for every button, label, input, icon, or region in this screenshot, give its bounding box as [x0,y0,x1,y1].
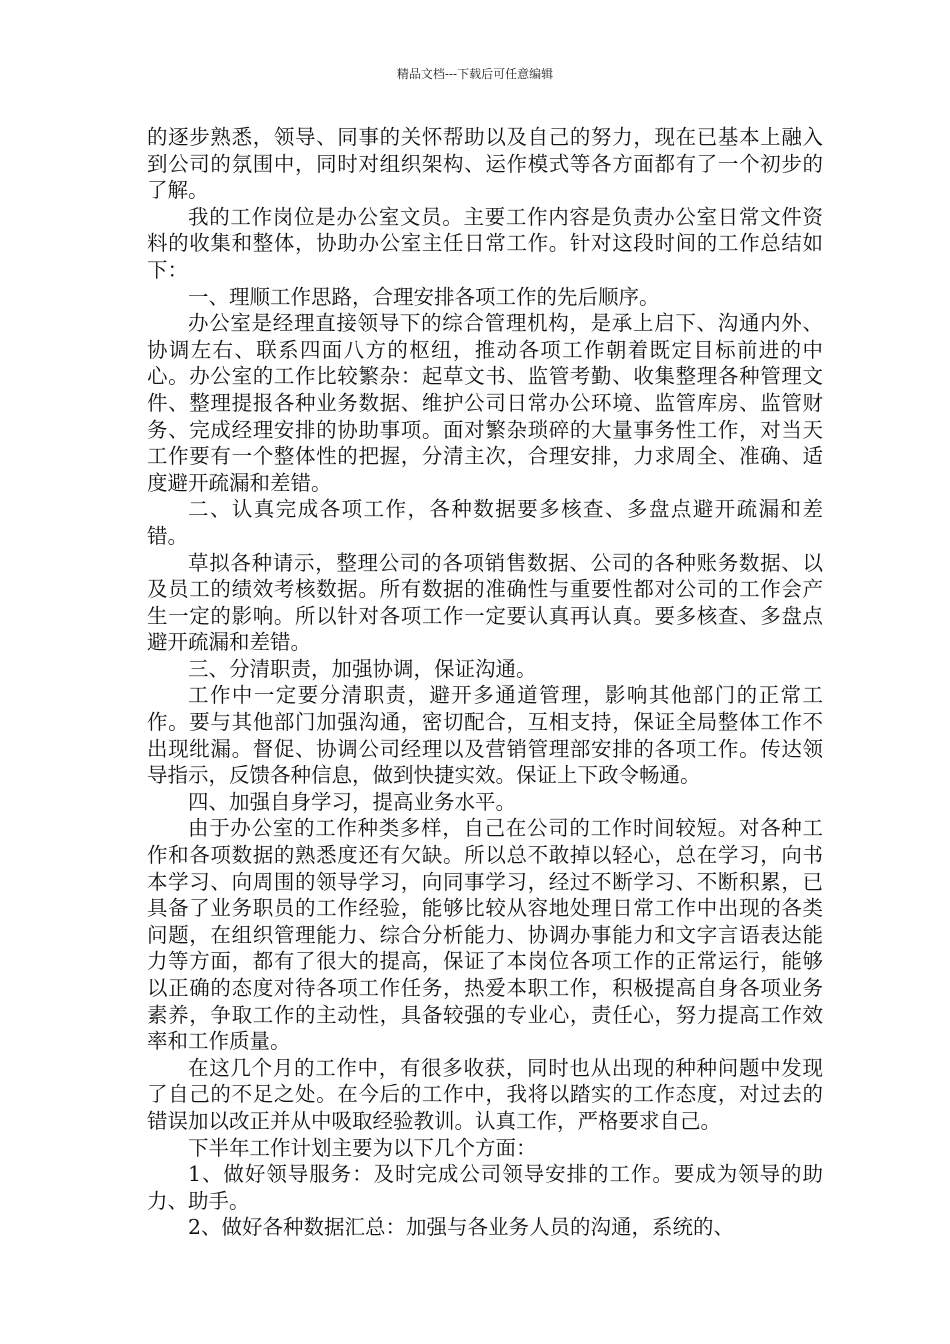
section-heading: 一、理顺工作思路，合理安排各项工作的先后顺序。 [188,284,660,309]
list-item: 2、做好各种数据汇总：加强与各业务人员的沟通，系统的、 [188,1215,735,1240]
paragraph: 在这几个月的工作中，有很多收获，同时也从出现的种种问题中发现了自己的不足之处。在今后的工作中，我将以踏实的工作态度，对过去的错误加以改正并从中吸取经验教训。认真工作，严格要求自己。 [147,1055,823,1133]
paragraph: 办公室是经理直接领导下的综合管理机构，是承上启下、沟通内外、协调左右、联系四面八方的枢纽，推动各项工作朝着既定目标前进的中心。办公室的工作比较繁杂：起草文书、监管考勤、收集整理各种管理文件、整理提报各种业务数据、维护公司日常办公环境、监管库房、监管财务、完成经理安排的协助事项。面对繁杂琐碎的大量事务性工作，对当天工作要有一个整体性的把握，分清主次，合理安排，力求周全、准确、适度避开疏漏和差错。 [147,311,823,495]
section-heading: 二、认真完成各项工作，各种数据要多核查、多盘点避开疏漏和差错。 [147,497,823,548]
paragraph: 草拟各种请示，整理公司的各项销售数据、公司的各种账务数据、以及员工的绩效考核数据。所有数据的准确性与重要性都对公司的工作会产生一定的影响。所以针对各项工作一定要认真再认真。要多核查、多盘点避开疏漏和差错。 [147,550,823,655]
list-item: 1、做好领导服务：及时完成公司领导安排的工作。要成为领导的助力、助手。 [147,1162,823,1213]
page-header: 精品文档---下载后可任意编辑 [396,67,554,81]
paragraph: 由于办公室的工作种类多样，自己在公司的工作时间较短。对各种工作和各项数据的熟悉度还有欠缺。所以总不敢掉以轻心，总在学习，向书本学习、向周围的领导学习，向同事学习，经过不断学习、不断积累，已具备了业务职员的工作经验，能够比较从容地处理日常工作中出现的各类问题，在组织管理能力、综合分析能力、协调办事能力和文字言语表达能力等方面，都有了很大的提高，保证了本岗位各项工作的正常运行，能够以正确的态度对待各项工作任务，热爱本职工作，积极提高自身各项业务素养，争取工作的主动性，具备较强的专业心，责任心，努力提高工作效率和工作质量。 [147,816,823,1054]
paragraph: 的逐步熟悉，领导、同事的关怀帮助以及自己的努力，现在已基本上融入到公司的氛围中，同时对组织架构、运作模式等各方面都有了一个初步的了解。 [147,125,823,203]
section-heading: 四、加强自身学习，提高业务水平。 [188,789,516,814]
paragraph: 下半年工作计划主要为以下几个方面： [188,1135,537,1160]
paragraph: 我的工作岗位是办公室文员。主要工作内容是负责办公室日常文件资料的收集和整体，协助办公室主任日常工作。针对这段时间的工作总结如下： [147,204,823,282]
paragraph: 工作中一定要分清职责，避开多通道管理，影响其他部门的正常工作。要与其他部门加强沟通，密切配合，互相支持，保证全局整体工作不出现纰漏。督促、协调公司经理以及营销管理部安排的各项工作。传达领导指示，反馈各种信息，做到快捷实效。保证上下政令畅通。 [147,683,823,788]
section-heading: 三、分清职责，加强协调，保证沟通。 [188,656,537,681]
document-body [147,124,823,1241]
